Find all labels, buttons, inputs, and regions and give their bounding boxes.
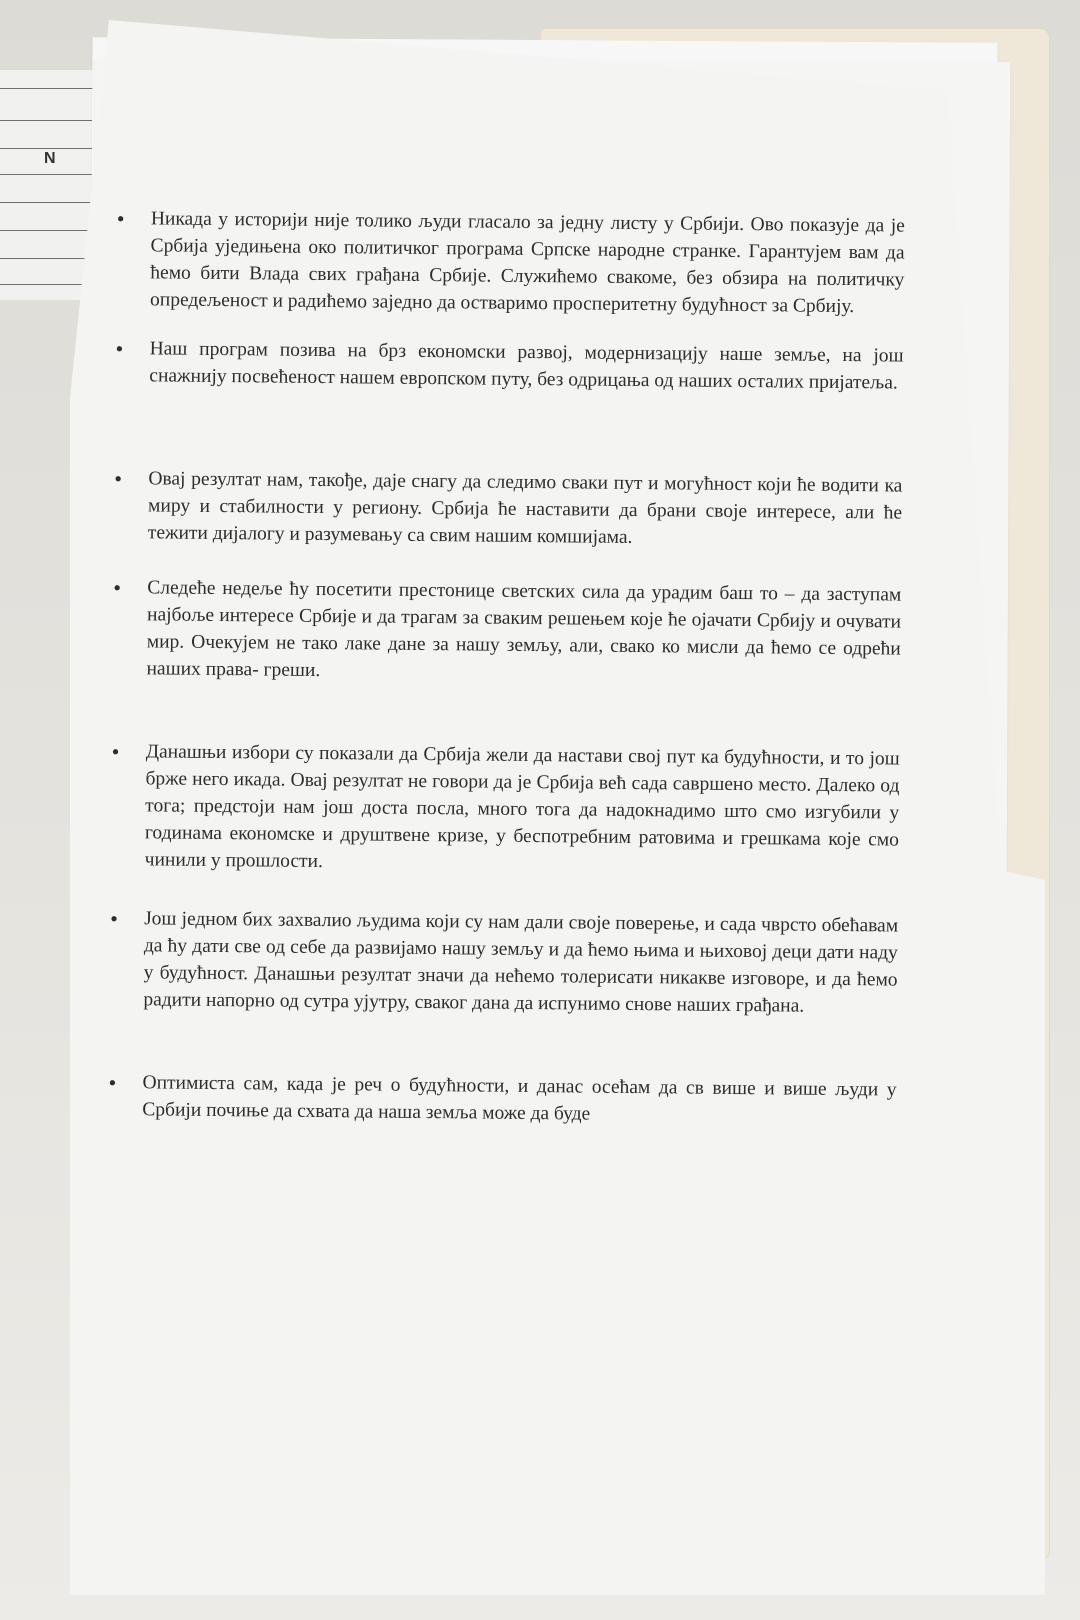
speech-text xyxy=(106,205,905,1131)
bullet-paragraph-7: • Оптимиста сам, када је реч о будућности, и данас осећам да св више и више људи у Србији почиње да схвата да наша земља може да буде xyxy=(106,1069,896,1131)
bullet-paragraph-4: • Следеће недеље ћу посетити престонице светских сила да урадим баш то – да заступам најбоље интересе Србије и да трагам за сваким решењем које ће ојачати Србију и очувати мир. Очекујем не тако лаке дане за нашу земљу, али, свако ко мисли да ћемо се одрећи наших права- греши. xyxy=(110,574,901,690)
bullet-paragraph-2: • Наш програм позива на брз економски развој, модернизацију наше земље, на још снажнију посвећеност нашем европском путу, без одрицања од наших осталих пријатеља. xyxy=(113,335,903,397)
bullet-paragraph-1: • Никада у историји није толико људи гласало за једну листу у Србији. Ово показује да је Србија уједињена око политичког програма Српске народне странке. Гарантујем вам да ћемо бити Влада свих грађана Србије. Служићемо свакоме, без обзира на политичку опредељеност и радићемо заједно да остваримо просперитетну будућност за Србију. xyxy=(114,205,905,321)
bullet-paragraph-5: • Данашњи избори су показали да Србија жели да настави свој пут ка будућности, и то још брже него икада. Овај резултат не говори да је Србија већ сада савршено место. Далеко од тога; предстоји нам још доста посла, много тога да надокнадимо што смо изгубили у годинама економске и друштвене кризе, у беспотребним ратовима и грешкама које смо чинили у прошлости. xyxy=(109,738,900,881)
form-mark-letter: N xyxy=(44,150,56,167)
bullet-paragraph-3: • Овај резултат нам, такође, даје снагу да следимо сваки пут и могућност који ће водити ка миру и стабилности у региону. Србија ће наставити да брани своје интересе, али ће тежити дијалогу и разумевању са свим нашим комшијама. xyxy=(112,465,903,554)
bullet-paragraph-6: • Још једном бих захвалио људима који су нам дали своје поверење, и сада чврсто обећавам да ћу дати све од себе да развијамо нашу земљу и да ћемо њима и њиховој деци дати наду у будућност. Данашњи резултат значи да нећемо толерисати никакве изговоре, и да ћемо радити напорно од сутра ујутру, сваког дана да испунимо снове наших грађана. xyxy=(107,905,898,1021)
